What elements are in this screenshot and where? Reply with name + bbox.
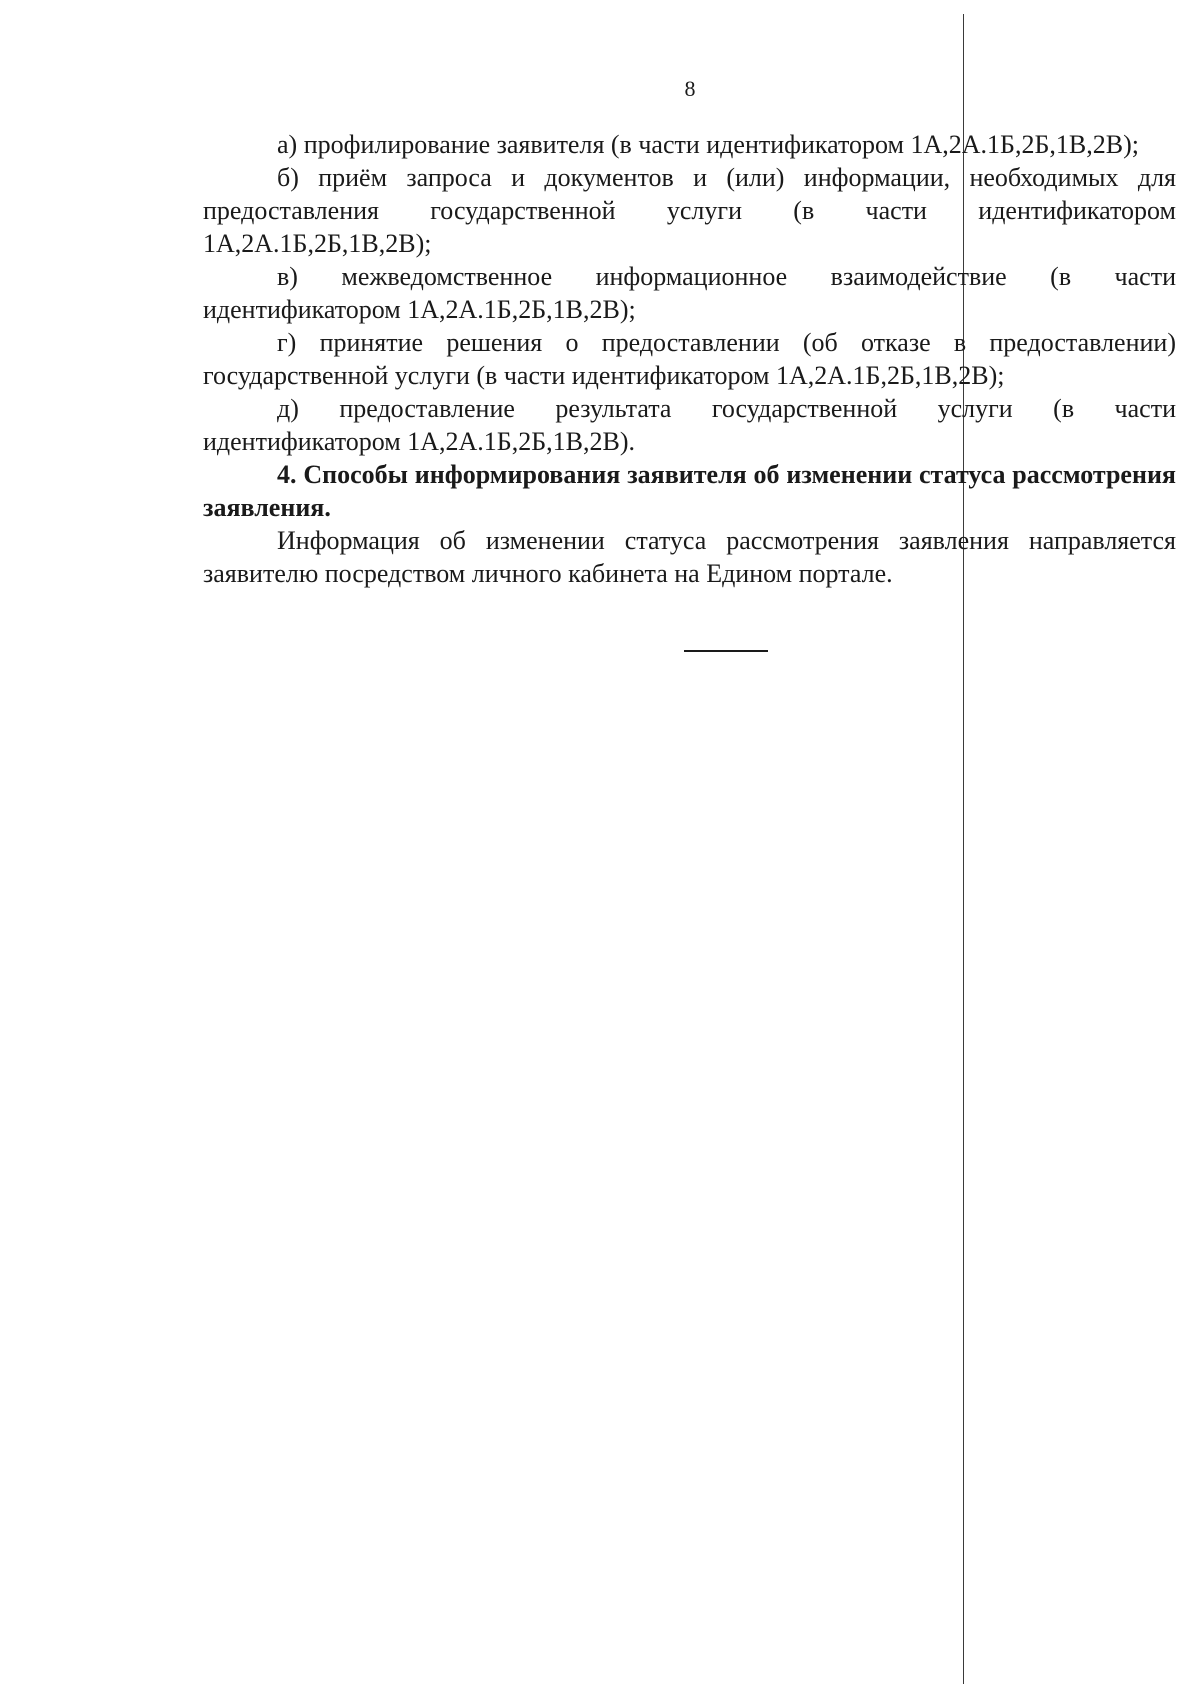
document-body bbox=[203, 128, 1176, 590]
end-of-document-rule bbox=[684, 650, 768, 652]
page-number: 8 bbox=[684, 76, 696, 101]
list-item-d: д) предоставление результата государственной услуги (в части идентификатором 1А,2А.1Б,2Б,1В,2В). bbox=[203, 394, 1176, 456]
section-heading: 4. Способы информирования заявителя об изменении статуса рассмотрения заявления. bbox=[203, 460, 1176, 522]
section-body: Информация об изменении статуса рассмотрения заявления направляется заявителю посредством личного кабинета на Едином портале. bbox=[203, 526, 1176, 588]
list-item-a: а) профилирование заявителя (в части идентификатором 1А,2А.1Б,2Б,1В,2В); bbox=[277, 130, 1139, 159]
list-item-b: б) приём запроса и документов и (или) информации, необходимых для предоставления государственной услуги (в части идентификатором 1А,2А.1Б,2Б,1В,2В); bbox=[203, 163, 1176, 258]
list-item-v: в) межведомственное информационное взаимодействие (в части идентификатором 1А,2А.1Б,2Б,1В,2В); bbox=[203, 262, 1176, 324]
list-item-g: г) принятие решения о предоставлении (об отказе в предоставлении) государственной услуги (в части идентификатором 1А,2А.1Б,2Б,1В,2В); bbox=[203, 328, 1176, 390]
